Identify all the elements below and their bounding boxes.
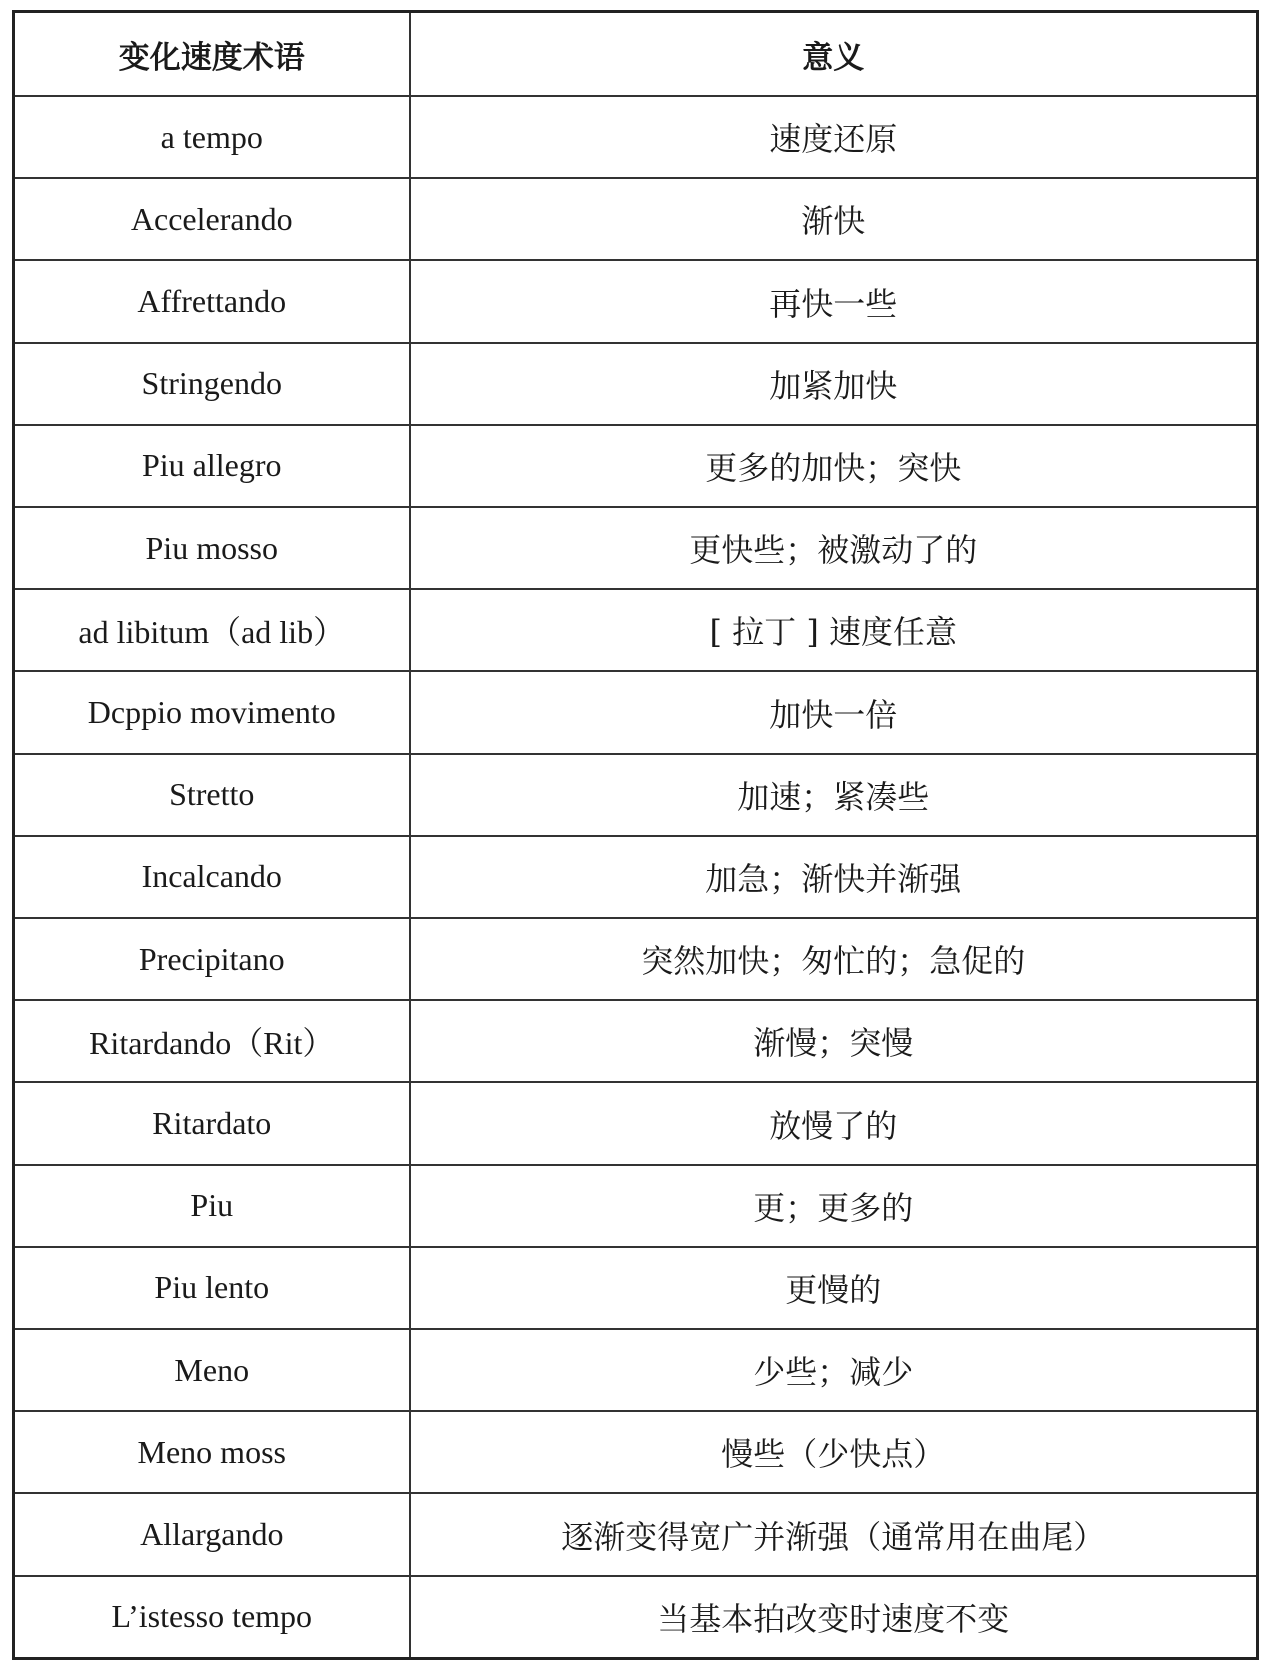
table-row — [14, 1082, 1258, 1164]
term-cell: Meno — [14, 1329, 410, 1411]
table-row — [14, 425, 1258, 507]
term-cell: L’istesso tempo — [14, 1576, 410, 1659]
table-row — [14, 343, 1258, 425]
meaning-cell: 当基本拍改变时速度不变 — [410, 1576, 1258, 1659]
term-cell: Stretto — [14, 754, 410, 836]
table-row — [14, 836, 1258, 918]
meaning-cell: 放慢了的 — [410, 1082, 1258, 1164]
table-header-row — [14, 12, 1258, 97]
term-cell: Incalcando — [14, 836, 410, 918]
table-row — [14, 507, 1258, 589]
meaning-cell: 加紧加快 — [410, 343, 1258, 425]
term-cell: a tempo — [14, 96, 410, 178]
column-header-term: 变化速度术语 — [14, 12, 410, 97]
term-cell: Ritardando（Rit） — [14, 1000, 410, 1082]
term-cell: Dcppio movimento — [14, 671, 410, 753]
table-row — [14, 178, 1258, 260]
meaning-cell: 加速；紧凑些 — [410, 754, 1258, 836]
table-row — [14, 1247, 1258, 1329]
table-row — [14, 1576, 1258, 1659]
meaning-cell: 渐快 — [410, 178, 1258, 260]
meaning-cell: [ 拉丁 ] 速度任意 — [410, 589, 1258, 671]
column-header-meaning: 意义 — [410, 12, 1258, 97]
meaning-cell: 渐慢；突慢 — [410, 1000, 1258, 1082]
meaning-cell: 更慢的 — [410, 1247, 1258, 1329]
table-row — [14, 1411, 1258, 1493]
term-cell: ad libitum（ad lib） — [14, 589, 410, 671]
table-row — [14, 1493, 1258, 1575]
table-row — [14, 589, 1258, 671]
term-cell: Accelerando — [14, 178, 410, 260]
term-cell: Piu — [14, 1165, 410, 1247]
meaning-cell: 更；更多的 — [410, 1165, 1258, 1247]
meaning-cell: 少些；减少 — [410, 1329, 1258, 1411]
table-row — [14, 260, 1258, 342]
table-row — [14, 1000, 1258, 1082]
tempo-terms-table — [12, 10, 1259, 1660]
meaning-cell: 慢些（少快点） — [410, 1411, 1258, 1493]
meaning-cell: 更多的加快；突快 — [410, 425, 1258, 507]
term-cell: Precipitano — [14, 918, 410, 1000]
term-cell: Meno moss — [14, 1411, 410, 1493]
meaning-cell: 加急；渐快并渐强 — [410, 836, 1258, 918]
meaning-cell: 速度还原 — [410, 96, 1258, 178]
term-cell: Allargando — [14, 1493, 410, 1575]
meaning-cell: 逐渐变得宽广并渐强（通常用在曲尾） — [410, 1493, 1258, 1575]
meaning-cell: 再快一些 — [410, 260, 1258, 342]
term-cell: Piu lento — [14, 1247, 410, 1329]
table-row — [14, 96, 1258, 178]
term-cell: Piu mosso — [14, 507, 410, 589]
meaning-cell: 更快些；被激动了的 — [410, 507, 1258, 589]
table-row — [14, 918, 1258, 1000]
table-row — [14, 754, 1258, 836]
term-cell: Affrettando — [14, 260, 410, 342]
term-cell: Ritardato — [14, 1082, 410, 1164]
table-row — [14, 671, 1258, 753]
table-row — [14, 1165, 1258, 1247]
term-cell: Stringendo — [14, 343, 410, 425]
meaning-cell: 加快一倍 — [410, 671, 1258, 753]
meaning-cell: 突然加快；匆忙的；急促的 — [410, 918, 1258, 1000]
table-row — [14, 1329, 1258, 1411]
term-cell: Piu allegro — [14, 425, 410, 507]
